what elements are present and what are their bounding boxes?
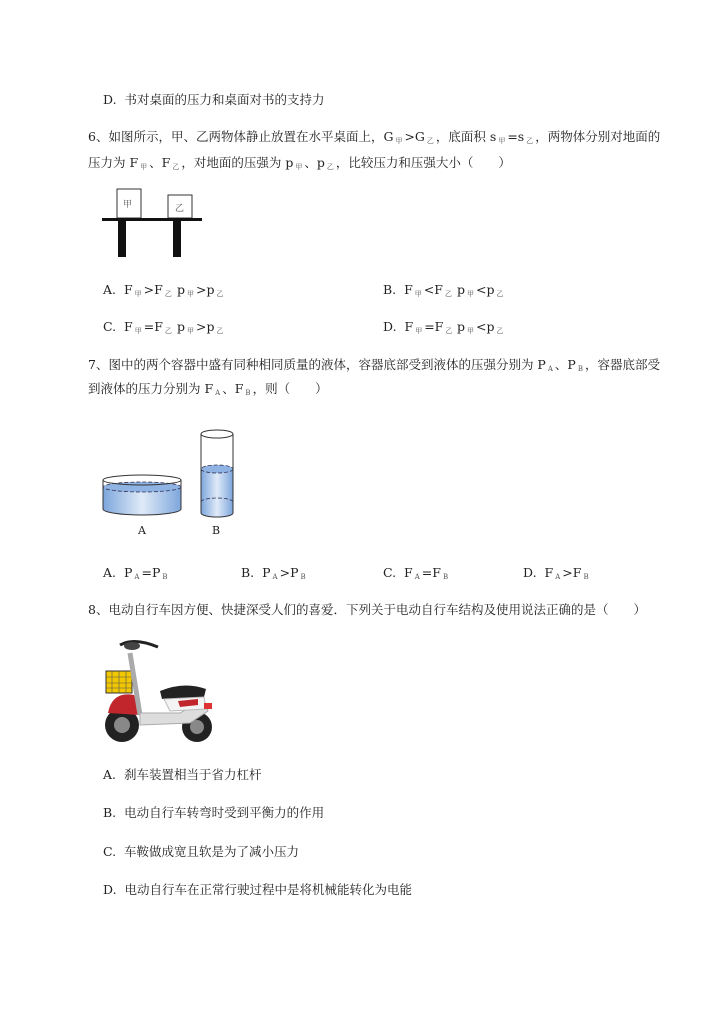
pressure-part: p $_甲$ >p $_乙$ — [177, 282, 224, 298]
variable: P — [290, 565, 299, 580]
q7-option-a — [103, 564, 170, 586]
q8-option-d — [103, 881, 412, 899]
text: ，对地面的压强为 p — [181, 155, 294, 170]
subscript: 甲 — [140, 163, 148, 171]
option-label: D. — [103, 882, 117, 897]
subscript: 乙 — [426, 137, 434, 145]
variable: F — [404, 565, 413, 580]
q6-stem-line2 — [88, 154, 511, 176]
option-text: 电动自行车转弯时受到平衡力的作用 — [124, 805, 325, 820]
relation: > — [143, 282, 155, 297]
table-figure — [100, 186, 210, 258]
subscript: B — [245, 389, 251, 397]
option-label: D. — [103, 92, 117, 107]
option-label: B. — [383, 282, 397, 297]
subscript: A — [134, 573, 140, 581]
subscript: 乙 — [172, 163, 180, 171]
text: 、P — [554, 357, 576, 372]
text: ，底面积 s — [435, 129, 497, 144]
relation: < — [423, 282, 435, 297]
q7-option-c — [383, 564, 450, 586]
option-text: 车鞍做成宽且软是为了减小压力 — [124, 844, 300, 859]
option-text: 书对桌面的压力和桌面对书的支持力 — [124, 92, 325, 107]
variable: F — [432, 565, 441, 580]
variable: F — [544, 565, 554, 580]
text: >G — [404, 129, 425, 144]
subscript: A — [215, 389, 221, 397]
subscript: 甲 — [134, 290, 142, 298]
subscript: B — [442, 573, 449, 581]
variable: F — [572, 565, 582, 580]
pressure-part: p $_甲$ <p $_乙$ — [457, 282, 504, 298]
subscript: 甲 — [415, 327, 423, 335]
text: ，则（ ） — [252, 381, 328, 396]
relation: = — [424, 319, 435, 334]
containers-diagram — [100, 425, 245, 525]
option-label: D. — [523, 565, 537, 580]
relation: > — [562, 565, 573, 580]
prev-option-d — [103, 91, 325, 109]
option-label: A. — [103, 767, 117, 782]
option-label: A. — [103, 282, 117, 297]
subscript: 乙 — [496, 290, 504, 298]
subscript: 乙 — [496, 327, 504, 335]
option-label: C. — [383, 565, 397, 580]
relation: < — [476, 319, 487, 334]
containers-figure — [100, 425, 245, 540]
container-label-b: B — [212, 524, 221, 537]
subscript: 甲 — [134, 327, 142, 335]
subscript: 乙 — [164, 290, 172, 298]
text: 、F — [222, 381, 244, 396]
subscript: 甲 — [395, 137, 403, 145]
subscript: 甲 — [498, 137, 506, 145]
relation: > — [196, 319, 207, 334]
subscript: 甲 — [467, 327, 475, 335]
q6-option-b: B. F $_甲$ <F $_乙$ p $_甲$ <p $_乙$ — [383, 281, 454, 303]
pressure-part: p $_甲$ <p $_乙$ — [457, 319, 504, 335]
option-label: C. — [103, 319, 117, 334]
option-label: B. — [103, 805, 117, 820]
option-label: C. — [103, 844, 117, 859]
q6-option-d: D. F $_甲$ =F $_乙$ p $_甲$ <p $_乙$ — [383, 318, 454, 340]
table-diagram — [100, 186, 210, 258]
subscript: 乙 — [164, 327, 172, 335]
relation: < — [476, 282, 487, 297]
subscript: B — [577, 365, 583, 373]
text: 、p — [304, 155, 325, 170]
box-label-jia: 甲 — [123, 200, 133, 210]
subscript: A — [555, 573, 561, 581]
subscript: A — [272, 573, 278, 581]
box-label-yi: 乙 — [175, 204, 185, 214]
text: 、F — [149, 155, 171, 170]
text: ，比较压力和压强大小（ ） — [335, 155, 511, 170]
q8-option-c — [103, 843, 299, 861]
subscript: B — [162, 573, 168, 581]
relation: > — [196, 282, 207, 297]
q7-option-b — [241, 564, 308, 586]
scooter-image — [100, 633, 220, 748]
subscript: B — [583, 573, 589, 581]
relation: = — [421, 565, 433, 580]
text: 压力为 F — [88, 155, 139, 170]
option-label: B. — [241, 565, 255, 580]
subscript: A — [547, 365, 553, 373]
option-text: 电动自行车在正常行驶过程中是将机械能转化为电能 — [124, 882, 413, 897]
subscript: 乙 — [526, 137, 534, 145]
relation: = — [143, 319, 155, 334]
text: ，容器底部受 — [584, 357, 660, 372]
subscript: 甲 — [295, 163, 303, 171]
subscript: B — [300, 573, 306, 581]
subscript: 甲 — [467, 290, 475, 298]
option-label: D. — [383, 319, 397, 334]
electric-scooter-picture — [100, 633, 220, 748]
text: 8、电动自行车因方便、快捷深受人们的喜爱．下列关于电动自行车结构及使用说法正确的是（ ） — [88, 602, 646, 617]
q8-option-b — [103, 804, 324, 822]
text: =s — [507, 129, 525, 144]
q7-stem-line2 — [88, 380, 328, 402]
subscript: 乙 — [216, 327, 224, 335]
subscript: A — [414, 573, 420, 581]
q6-option-a: A. F $_甲$ >F $_乙$ p $_甲$ >p $_乙$ — [103, 281, 174, 303]
variable: P — [151, 565, 161, 580]
container-label-a: A — [138, 524, 146, 537]
variable: P — [123, 565, 133, 580]
q8-option-a — [103, 766, 261, 784]
subscript: 乙 — [444, 290, 452, 298]
option-text: 刹车装置相当于省力杠杆 — [123, 767, 262, 782]
subscript: 乙 — [445, 327, 453, 335]
text: 到液体的压力分别为 F — [88, 381, 214, 396]
text: 6、如图所示，甲、乙两物体静止放置在水平桌面上，G — [88, 129, 394, 144]
q7-stem-line1 — [88, 356, 660, 378]
pressure-part: p $_甲$ >p $_乙$ — [177, 319, 224, 335]
text: ，两物体分别对地面的 — [535, 129, 661, 144]
q8-stem — [88, 601, 646, 619]
option-label: A. — [103, 565, 117, 580]
subscript: 甲 — [187, 290, 195, 298]
text: 7、图中的两个容器中盛有同种相同质量的液体，容器底部受到液体的压强分别为 P — [88, 357, 546, 372]
q6-option-c: C. F $_甲$ =F $_乙$ p $_甲$ >p $_乙$ — [103, 318, 174, 340]
subscript: 乙 — [326, 163, 334, 171]
q6-stem-line1 — [88, 128, 660, 150]
subscript: 甲 — [187, 327, 195, 335]
subscript: 乙 — [216, 290, 224, 298]
relation: = — [141, 565, 152, 580]
relation: > — [279, 565, 291, 580]
subscript: 甲 — [414, 290, 422, 298]
q7-option-d — [523, 564, 591, 586]
variable: P — [262, 565, 271, 580]
